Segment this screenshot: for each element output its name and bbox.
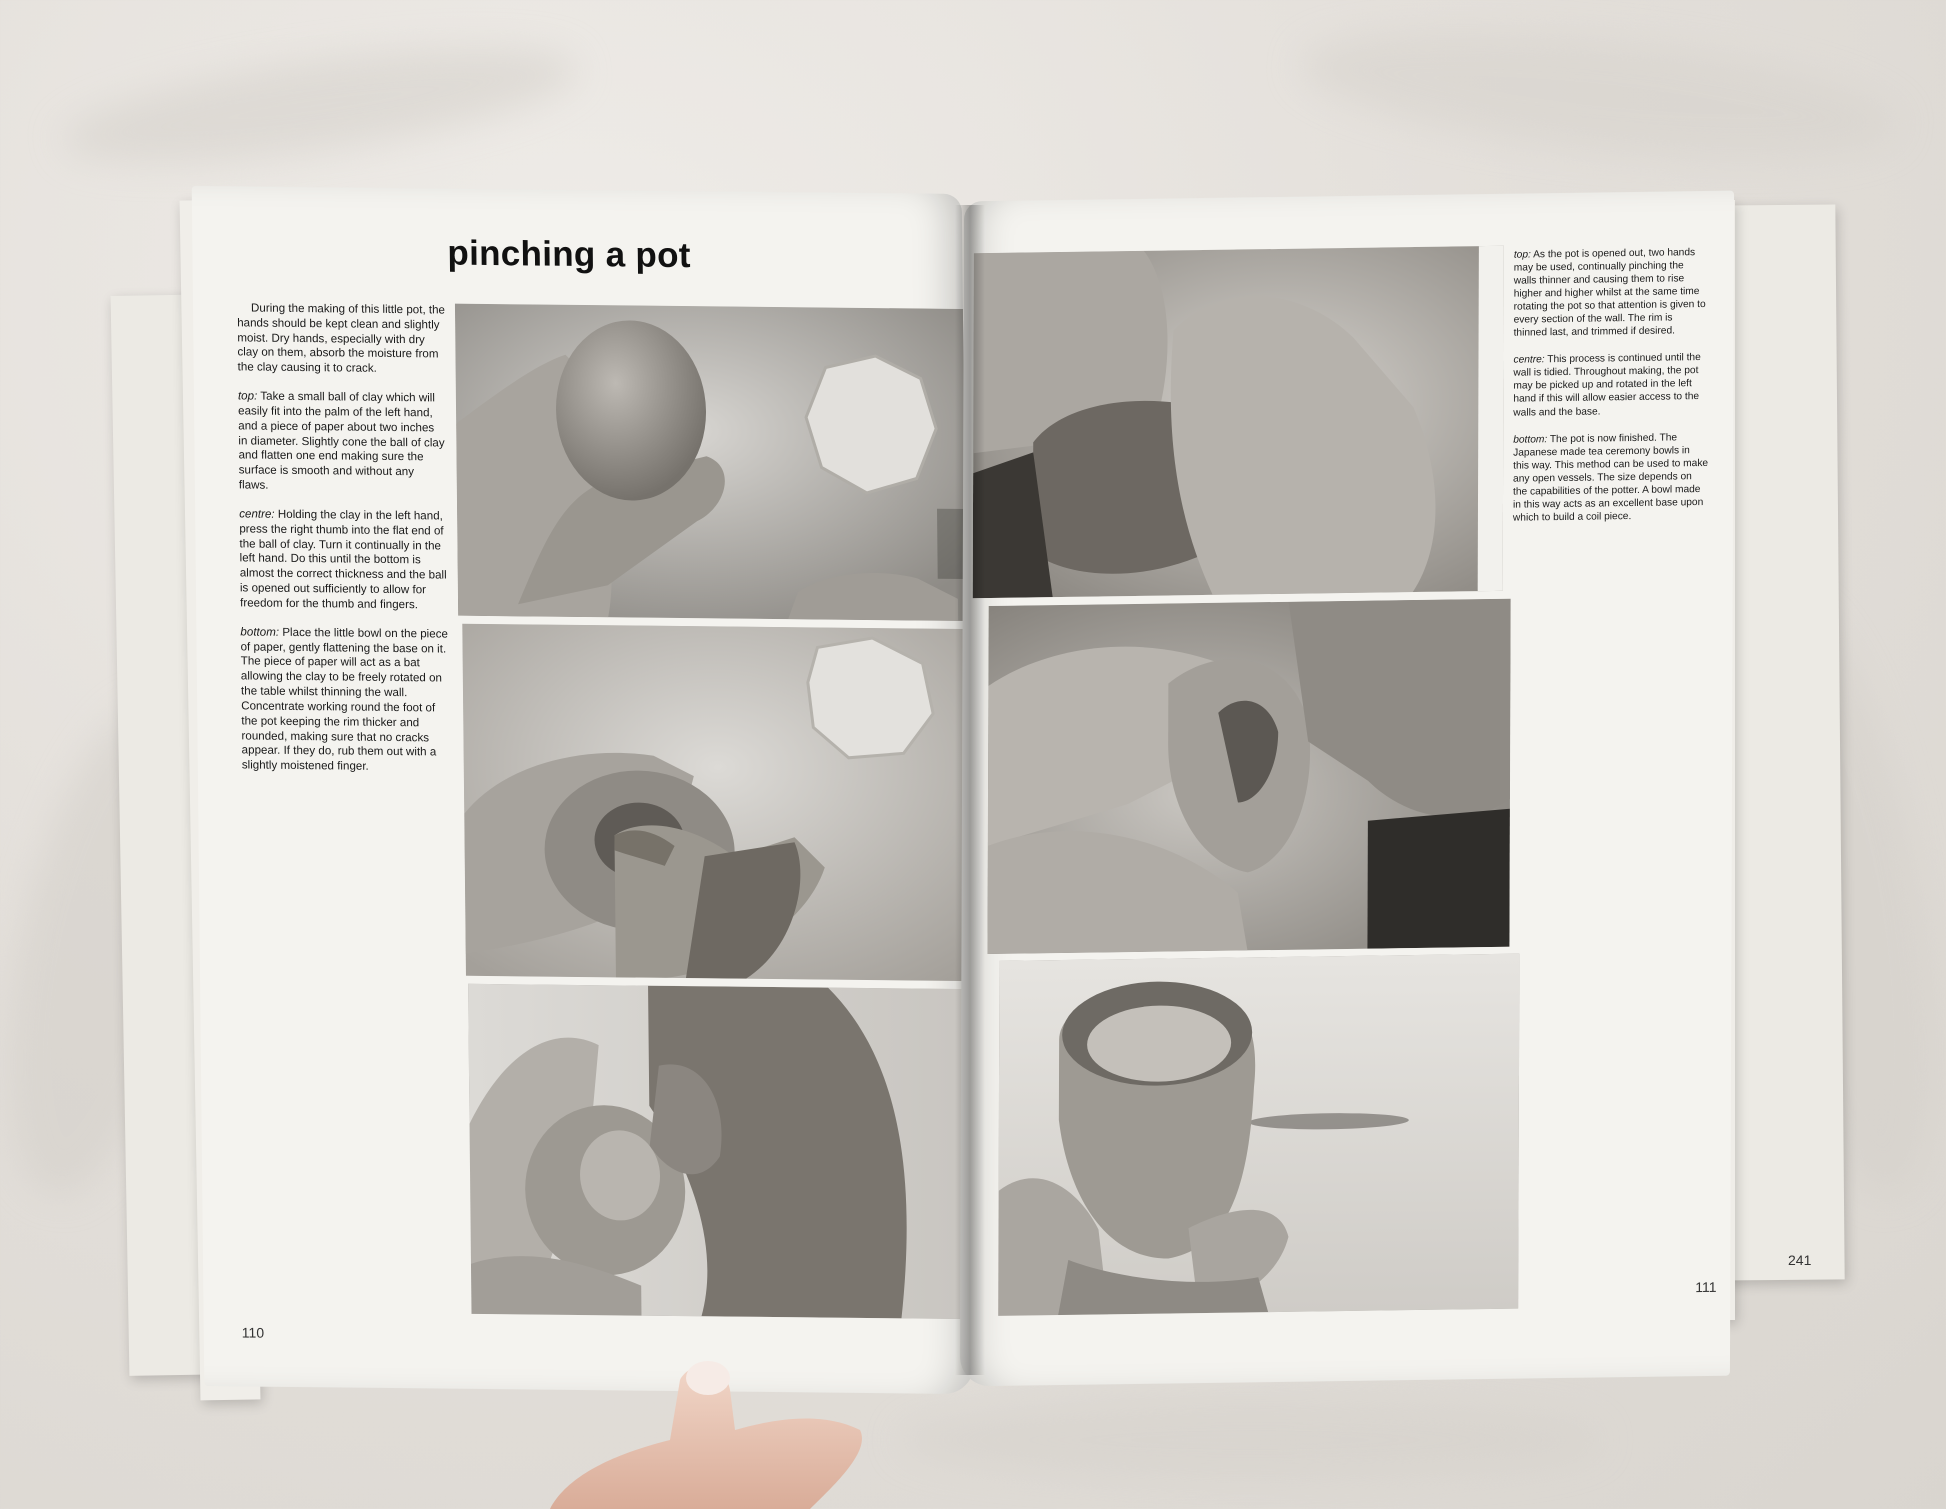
- back-page-number-right: 241: [1788, 1252, 1812, 1268]
- right-page-text: [1513, 246, 1709, 539]
- paragraph-lead: bottom:: [1513, 433, 1548, 446]
- paragraph-text: Take a small ball of clay which will easily fit into the palm of the left hand, and a piece of paper about two inches in diameter. Slightly cone the ball of clay and flatten one end making sure the surface is smooth and without any flaws.: [238, 389, 445, 492]
- step-paragraph: [240, 625, 450, 775]
- paragraph-lead: centre:: [239, 507, 275, 521]
- paragraph-text: The pot is now finished. The Japanese made tea ceremony bowls in this way. This method can be used to make any open vessels. The size depends on the capabilities of the potter. A bowl made in this way acts as an excellent base upon which to build a coil piece.: [1512, 431, 1709, 524]
- paragraph-lead: centre:: [1513, 354, 1545, 367]
- page-number-left: 110: [241, 1324, 265, 1341]
- photo-pinching-walls: [973, 246, 1504, 598]
- photo-thin-wall: [468, 984, 974, 1319]
- paragraph-text: As the pot is opened out, two hands may be used, continually pinching the walls thinner and causing them to rise higher and higher whilst at the same time rotating the pot so that attention is given to every section of the wall. The rim is thinned last, and trimmed if desired.: [1513, 247, 1706, 339]
- sheet-fold: [900, 1400, 1600, 1480]
- photo-tidy-wall: [987, 599, 1510, 954]
- paragraph-lead: bottom:: [240, 625, 280, 639]
- photo-clay-ball: [455, 304, 970, 621]
- sheet-fold: [1296, 9, 1904, 181]
- paragraph-lead: top:: [1513, 249, 1531, 261]
- step-paragraph: [239, 507, 448, 613]
- paragraph-text: Place the little bowl on the piece of paper, gently flattening the base on it. The piece of paper will act as a bat allowing the clay to be freely rotated on the table whilst thinning the wall. Concentrate working round the foot of the pot keeping the rim thicker and rounded, making sure that no cracks appear. If they do, rub them out with a slightly moistened finger.: [240, 625, 448, 773]
- step-paragraph: [238, 390, 447, 496]
- fingernail: [686, 1361, 730, 1395]
- right-page: [960, 191, 1734, 1387]
- book-gutter: [955, 205, 985, 1375]
- paragraph-text: During the making of this little pot, the hands should be kept clean and slightly moist. Dry hands, especially with dry clay on them, absorb the moisture from the clay causing it to crack.: [237, 301, 446, 376]
- left-page: [192, 186, 975, 1394]
- page-number-right: 111: [1695, 1278, 1717, 1296]
- step-paragraph: [1514, 246, 1709, 340]
- photo-finished-pot: [998, 954, 1519, 1316]
- left-page-text: [237, 301, 450, 789]
- step-paragraph: [1513, 431, 1708, 525]
- paragraph-text: This process is continued until the wall is tidied. Throughout making, the pot may be picked up and rotated in the left hand if this will allow easier access to the walls and the base.: [1513, 352, 1701, 419]
- paragraph-text: Holding the clay in the left hand, press the right thumb into the flat end of the ball of clay. Turn it continually in the left hand. Do this until the bottom is almost the correct thickness and the ball is opened out sufficiently to allow for freedom for the thumb and fingers.: [239, 507, 447, 612]
- holding-hand: [510, 1350, 890, 1509]
- photo-thumb-press: [462, 624, 974, 981]
- paragraph-lead: top:: [237, 389, 258, 403]
- step-paragraph: [1513, 351, 1708, 419]
- intro-paragraph: [237, 301, 446, 377]
- sheet-fold: [56, 24, 583, 185]
- page-title: pinching a pot: [447, 233, 691, 276]
